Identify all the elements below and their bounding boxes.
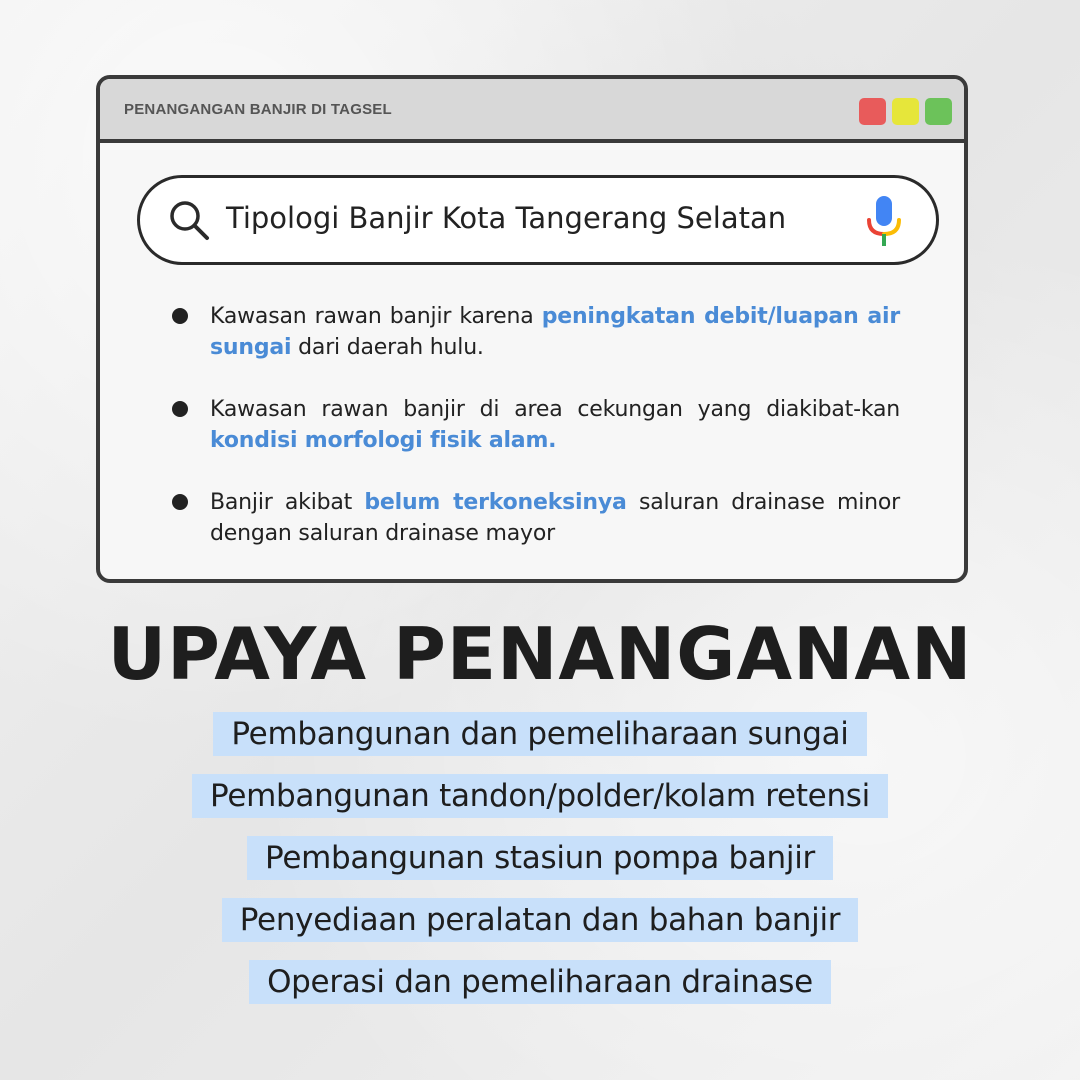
bullet-icon <box>172 401 188 417</box>
action-list <box>0 712 1080 1022</box>
result-item <box>170 487 900 549</box>
action-item: Pembangunan dan pemeliharaan sungai <box>213 712 866 756</box>
maximize-window-button[interactable] <box>925 98 952 125</box>
minimize-window-button[interactable] <box>892 98 919 125</box>
highlighted-text: belum terkoneksinya <box>364 490 627 515</box>
action-item: Pembangunan tandon/polder/kolam retensi <box>192 774 888 818</box>
search-bar[interactable] <box>137 175 939 265</box>
action-item: Penyediaan peralatan dan bahan banjir <box>222 898 858 942</box>
result-item <box>170 394 900 456</box>
bullet-icon <box>172 494 188 510</box>
microphone-icon[interactable] <box>863 194 905 252</box>
section-heading: UPAYA PENANGANAN <box>107 612 973 696</box>
close-window-button[interactable] <box>859 98 886 125</box>
action-item: Operasi dan pemeliharaan drainase <box>249 960 831 1004</box>
result-text: Banjir akibat belum terkoneksinya saluran drainase minor dengan saluran drainase mayor <box>210 490 900 546</box>
result-item <box>170 301 900 363</box>
search-icon[interactable] <box>168 199 212 247</box>
window-title: PENANGANGAN BANJIR DI TAGSEL <box>124 101 392 118</box>
search-input[interactable]: Tipologi Banjir Kota Tangerang Selatan <box>226 201 787 235</box>
bullet-icon <box>172 308 188 324</box>
browser-window <box>96 75 968 583</box>
result-text: Kawasan rawan banjir di area cekungan yang diakibat-kan kondisi morfologi fisik alam. <box>210 397 900 453</box>
window-controls <box>859 98 952 125</box>
highlighted-text: kondisi morfologi fisik alam. <box>210 428 557 453</box>
title-bar <box>100 79 964 143</box>
result-list <box>170 301 900 580</box>
action-item: Pembangunan stasiun pompa banjir <box>247 836 833 880</box>
result-text: Kawasan rawan banjir karena peningkatan debit/luapan air sungai dari daerah hulu. <box>210 304 900 360</box>
highlighted-text: peningkatan debit/luapan air sungai <box>210 304 900 360</box>
